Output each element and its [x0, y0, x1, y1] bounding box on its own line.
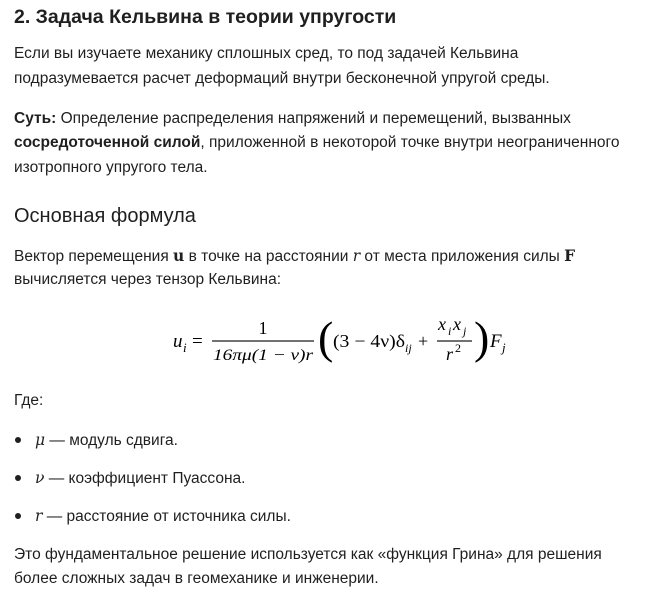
essence-line-1	[14, 106, 571, 131]
formula-numerator: 1	[258, 318, 268, 338]
definition-text: — расстояние от источника силы.	[42, 508, 291, 525]
formula-open-paren: (	[318, 312, 334, 363]
formula-intro-part2: в точке на расстоянии	[184, 248, 353, 265]
formula-intro-line-2: вычисляется через тензор Кельвина:	[14, 271, 282, 288]
list-item	[35, 466, 245, 491]
formula-close-paren: )	[474, 312, 490, 363]
formula-lhs: u	[173, 331, 183, 352]
kelvin-formula	[0, 300, 665, 380]
formula-denominator: 16πμ(1 − ν)r	[213, 347, 314, 364]
formula-lhs-sub: i	[183, 340, 187, 355]
definition-symbol: μ	[35, 431, 46, 449]
formula-frac2-num-sub-i: i	[448, 324, 452, 338]
essence-line-1-text: Определение распределения напряжений и перемещений, вызванных	[56, 110, 571, 127]
list-bullet	[15, 475, 21, 481]
formula-frac2-num-sub-j: j	[463, 324, 467, 338]
formula-rhs-sub: j	[502, 340, 506, 355]
symbol-F-vector: F	[564, 246, 576, 265]
list-item	[35, 428, 178, 453]
essence-line-3: изотропного упругого тела.	[14, 159, 208, 176]
definition-symbol: ν	[35, 469, 45, 487]
formula-rhs: F	[490, 331, 502, 352]
definition-symbol: r	[35, 507, 43, 525]
essence-label: Суть:	[14, 110, 57, 127]
formula-frac2-den-sup: 2	[455, 341, 461, 355]
definition-text: — модуль сдвига.	[45, 432, 178, 449]
intro-line-1: Если вы изучаете механику сплошных сред, то под задачей Кельвина	[14, 45, 519, 62]
formula-intro-part3: от места приложения силы	[360, 248, 565, 265]
formula-equals: =	[192, 331, 203, 352]
conclusion-line-1: Это фундаментальное решение используется как «функция Грина» для решения	[14, 546, 602, 563]
conclusion-line-2: более сложных задач в геомеханике и инженерии.	[14, 570, 379, 587]
list-item	[35, 504, 291, 529]
formula-plus: +	[418, 331, 429, 351]
definition-text: — коэффициент Пуассона.	[44, 470, 246, 487]
symbol-u-vector: u	[173, 246, 185, 265]
section-title: 2. Задача Кельвина в теории упругости	[14, 6, 397, 28]
list-bullet	[15, 513, 21, 519]
formula-term1-sub: ij	[405, 341, 412, 355]
formula-intro-line-1	[14, 243, 575, 269]
formula-frac2-den: r	[446, 344, 454, 364]
where-label: Где:	[14, 392, 44, 409]
formula-heading: Основная формула	[14, 205, 196, 227]
formula-intro-part1: Вектор перемещения	[14, 248, 174, 265]
list-bullet	[15, 437, 21, 443]
essence-bold-term: сосредоточенной силой	[14, 134, 201, 151]
symbol-r: r	[352, 247, 361, 265]
formula-frac2-num-x1: x	[438, 314, 446, 334]
formula-term1: (3 − 4ν)δ	[333, 331, 399, 351]
essence-line-2-text: , приложенной в некоторой точке внутри неограниченного	[200, 134, 620, 151]
essence-line-2	[14, 130, 619, 155]
formula-frac2-num-x2: x	[453, 314, 461, 334]
intro-line-2: подразумевается расчет деформаций внутри бесконечной упругой среды.	[14, 70, 550, 87]
